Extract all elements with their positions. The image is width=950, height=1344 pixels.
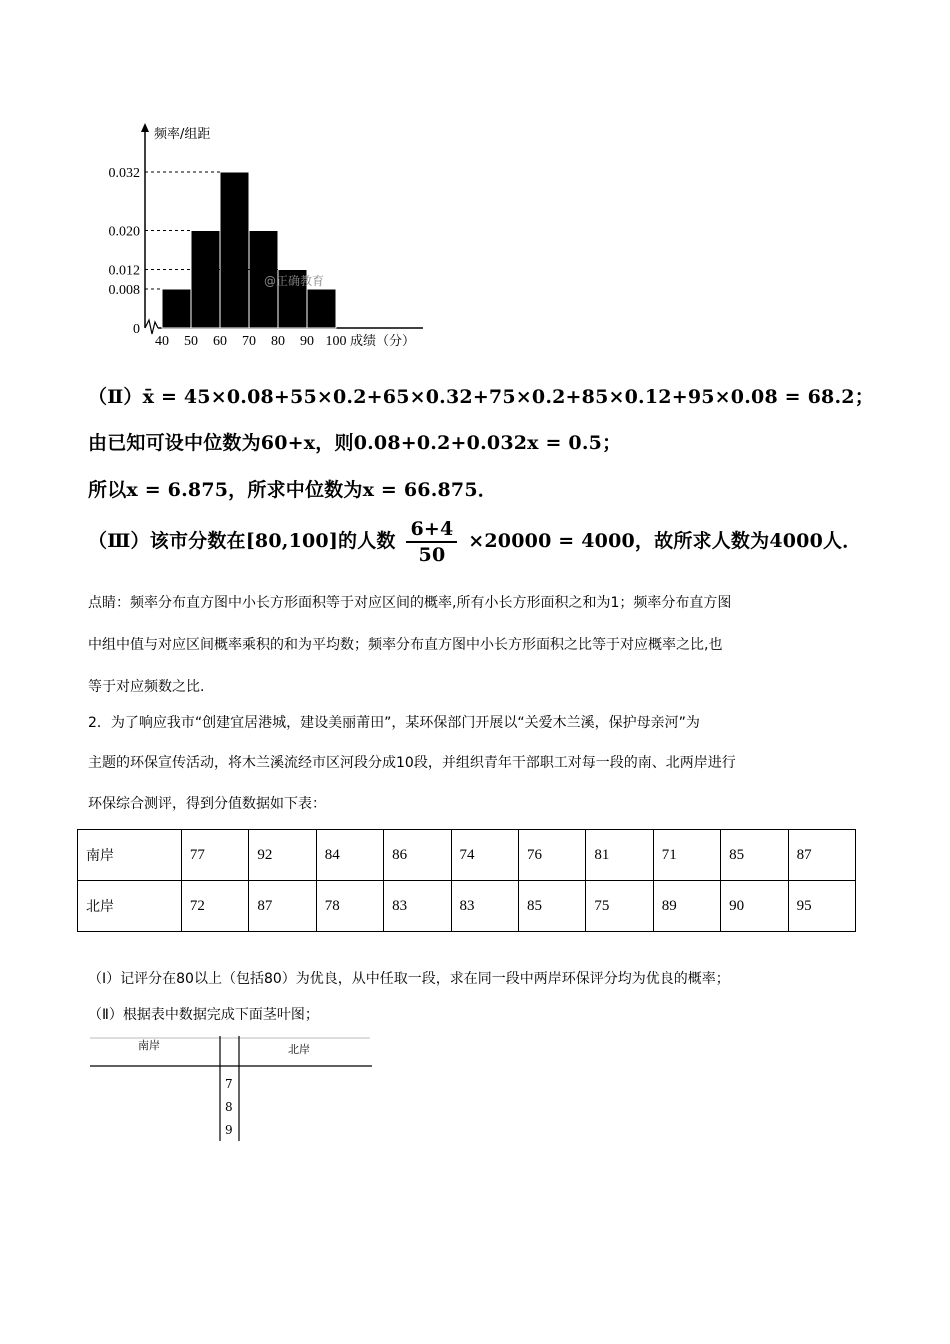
table-cell: 81 [586,830,653,881]
solution-line-2: 由已知可设中位数为60+x，则0.08+0.2+0.032x = 0.5； [88,432,622,454]
axis-break-icon [145,320,158,334]
x-tick-label: 80 [271,334,285,349]
watermark: @正确教育 [264,274,325,288]
table-cell: 85 [518,881,585,932]
fraction-denominator: 50 [418,544,446,566]
x-tick-label: 70 [242,334,256,349]
note-line-3: 等于对应频数之比. [88,679,205,695]
table-cell: 84 [316,830,383,881]
table-cell: 86 [384,830,451,881]
table-cell: 76 [518,830,585,881]
question-2: （Ⅱ）根据表中数据完成下面茎叶图； [88,1007,319,1023]
histogram-bar [220,172,249,328]
y-axis-label: 频率/组距 [154,127,211,142]
table-cell: 87 [788,830,855,881]
score-table [77,829,856,932]
histogram-bar [191,231,220,329]
x-tick-label: 50 [184,334,198,349]
problem2-line-2: 主题的环保宣传活动，将木兰溪流经市区河段分成10段，并组织青年干部职工对每一段的南、北两岸进行 [88,755,736,771]
y-tick-label: 0 [133,322,140,337]
table-cell: 90 [721,881,788,932]
frequency-histogram [88,115,438,365]
table-cell: 85 [721,830,788,881]
table-row [78,881,856,932]
table-cell: 87 [249,881,316,932]
y-axis-arrow [141,123,149,132]
stem-7: 7 [225,1077,233,1091]
table-cell: 89 [653,881,720,932]
y-tick-label: 0.032 [108,166,140,181]
table-cell: 83 [451,881,518,932]
table-cell: 77 [181,830,248,881]
y-tick-label: 0.008 [108,283,140,298]
x-tick-label: 60 [213,334,227,349]
table-cell: 92 [249,830,316,881]
row-header-south: 南岸 [78,830,182,881]
y-tick-label: 0.020 [108,224,140,240]
y-tick-label: 0.012 [108,263,140,279]
stem-leaf-diagram [90,1033,390,1143]
table-cell: 95 [788,881,855,932]
table-row [78,830,856,881]
solution-line-1: （Ⅱ）x̄ = 45×0.08+55×0.2+65×0.32+75×0.2+85×0.12+95×0.08 = 68.2； [88,386,874,408]
x-axis-label: 成绩（分） [350,334,416,349]
table-cell: 75 [586,881,653,932]
table-cell: 72 [181,881,248,932]
table-cell: 74 [451,830,518,881]
solution-line-3: 所以x = 6.875，所求中位数为x = 66.875． [88,479,497,501]
x-tick-label: 100 [325,334,347,349]
row-header-north: 北岸 [78,881,182,932]
fraction [406,517,457,567]
x-tick-label: 90 [300,334,314,349]
problem2-line-1: 2．为了响应我市“创建宜居港城，建设美丽莆田”，某环保部门开展以“关爱木兰溪，保护母亲河”为 [88,715,700,731]
table-cell: 83 [384,881,451,932]
histogram-bar [307,289,336,328]
stem-leaf-left-header: 南岸 [138,1039,160,1052]
solution-line-4-suffix: ×20000 = 4000，故所求人数为4000人． [468,530,862,552]
solution-line-4-prefix: （Ⅲ）该市分数在[80,100]的人数 [88,530,396,552]
fraction-numerator: 6+4 [406,517,457,543]
x-tick-label: 40 [155,334,169,349]
note-line-1: 点睛：频率分布直方图中小长方形面积等于对应区间的概率,所有小长方形面积之和为1；频率分布直方图 [88,595,732,611]
stem-leaf-right-header: 北岸 [288,1043,310,1056]
table-cell: 71 [653,830,720,881]
question-1: （Ⅰ）记评分在80以上（包括80）为优良，从中任取一段，求在同一段中两岸环保评分均为优良的概率； [88,971,730,987]
stem-9: 9 [225,1123,233,1137]
note-line-2: 中组中值与对应区间概率乘积的和为平均数；频率分布直方图中小长方形面积之比等于对应概率之比,也 [88,637,723,653]
histogram-bar [162,289,191,328]
problem2-line-3: 环保综合测评，得到分值数据如下表： [88,796,326,812]
solution-line-4 [88,517,861,567]
table-cell: 78 [316,881,383,932]
stem-8: 8 [225,1100,233,1114]
